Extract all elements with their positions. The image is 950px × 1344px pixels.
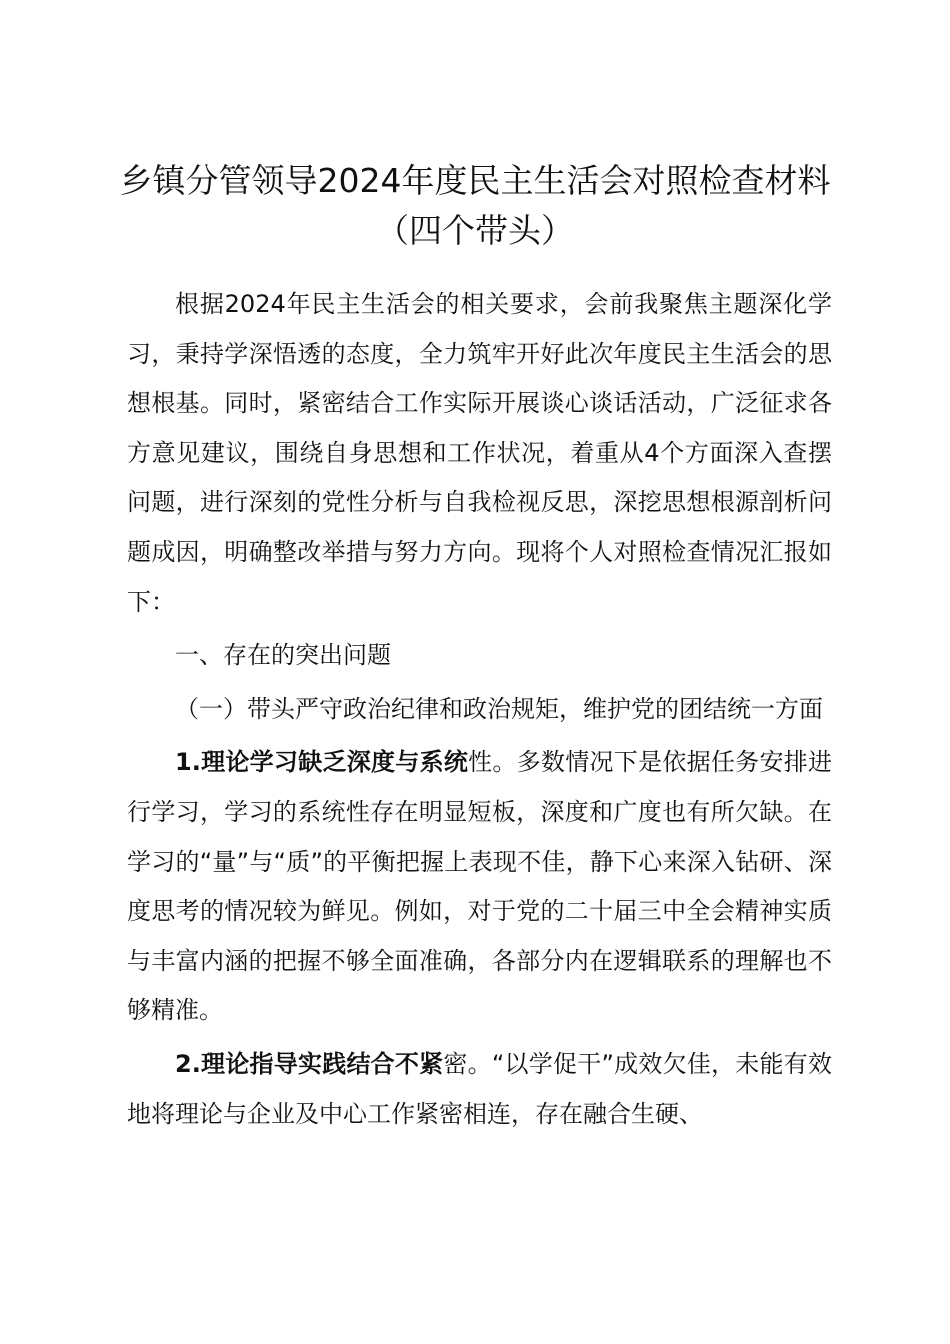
item-1-lead-tail: 性。 [468,748,517,777]
item-1-text: 多数情况下是依据任务安排进行学习，学习的系统性存在明显短板，深度和广度也有所欠缺。在学习的“量”与“质”的平衡把握上表现不佳，静下心来深入钻研、深度思考的情况较为鲜见。例如，对于党的二十届三中全会精神实质与丰富内涵的把握不够全面准确，各部分内在逻辑联系的理解也不够精准。 [127,748,833,1025]
section-heading: 一、存在的突出问题 [175,641,391,670]
document-title: 乡镇分管领导2024年度民主生活会对照检查材料（四个带头） [119,161,831,250]
subsection-heading: （一）带头严守政治纪律和政治规矩，维护党的团结统一方面 [175,694,823,723]
intro-paragraph: 根据2024年民主生活会的相关要求，会前我聚焦主题深化学习，秉持学深悟透的态度，全力筑牢开好此次年度民主生活会的思想根基。同时，紧密结合工作实际开展谈心谈话活动，广泛征求各方意见建议，围绕自身思想和工作状况，着重从4个方面深入查摆问题，进行深刻的党性分析与自我检视反思，深挖思想根源剖析问题成因，明确整改举措与努力方向。现将个人对照检查情况汇报如下： [127,290,832,616]
item-2-text: “以学促干”成效欠佳，未能有效地将理论与企业及中心工作紧密相连，存在融合生硬、 [127,1049,832,1128]
item-2-lead-tail: 密。 [443,1049,492,1078]
item-paragraph-2 [127,1040,832,1139]
item-1-bold-lead: 1.理论学习缺乏深度与系统 [175,748,469,777]
document-body [127,280,832,1139]
item-paragraph-1 [127,738,832,1036]
item-2-bold-lead: 2.理论指导实践结合不紧 [175,1049,444,1078]
